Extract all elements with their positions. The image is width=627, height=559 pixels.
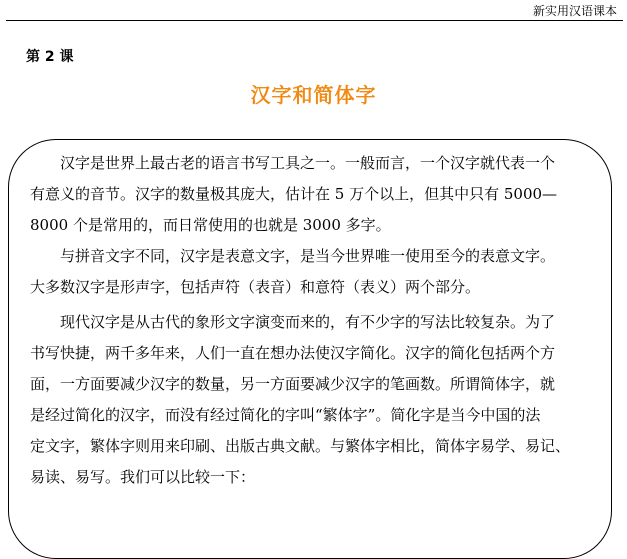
text-line: 是经过简化的汉字，而没有经过简化的字叫“繁体字”。简化字是当今中国的法 (30, 406, 541, 424)
lesson-title: 汉字和简体字 (250, 83, 377, 107)
header-rule (6, 20, 623, 21)
text-line: 书写快捷，两千多年来，人们一直在想办法使汉字简化。汉字的简化包括两个方 (30, 344, 556, 362)
paragraph-2 (30, 241, 590, 303)
text-line: 面，一方面要减少汉字的数量，另一方面要减少汉字的笔画数。所谓简体字，就 (30, 375, 556, 393)
book-title: 新实用汉语课本 (532, 4, 617, 18)
text-line: 有意义的音节。汉字的数量极其庞大，估计在 5 万个以上，但其中只有 5000— (30, 185, 558, 203)
text-line: 易读、易写。我们可以比较一下： (30, 468, 256, 486)
text-line: 现代汉字是从古代的象形文字演变而来的，有不少字的写法比较复杂。为了 (60, 313, 556, 331)
text-line: 大多数汉字是形声字，包括声符（表音）和意符（表义）两个部分。 (30, 278, 481, 296)
lesson-number: 第 2 课 (26, 49, 74, 65)
paragraph-3 (30, 307, 590, 493)
paragraph-1 (30, 148, 590, 241)
text-line: 汉字是世界上最古老的语言书写工具之一。一般而言，一个汉字就代表一个 (60, 154, 556, 172)
text-line: 定文字，繁体字则用来印刷、出版古典文献。与繁体字相比，简体字易学、易记、 (30, 437, 571, 455)
text-line: 与拼音文字不同，汉字是表意文字，是当今世界唯一使用至今的表意文字。 (60, 247, 556, 265)
text-line: 8000 个是常用的，而日常使用的也就是 3000 多字。 (30, 216, 391, 234)
running-header (0, 0, 627, 24)
